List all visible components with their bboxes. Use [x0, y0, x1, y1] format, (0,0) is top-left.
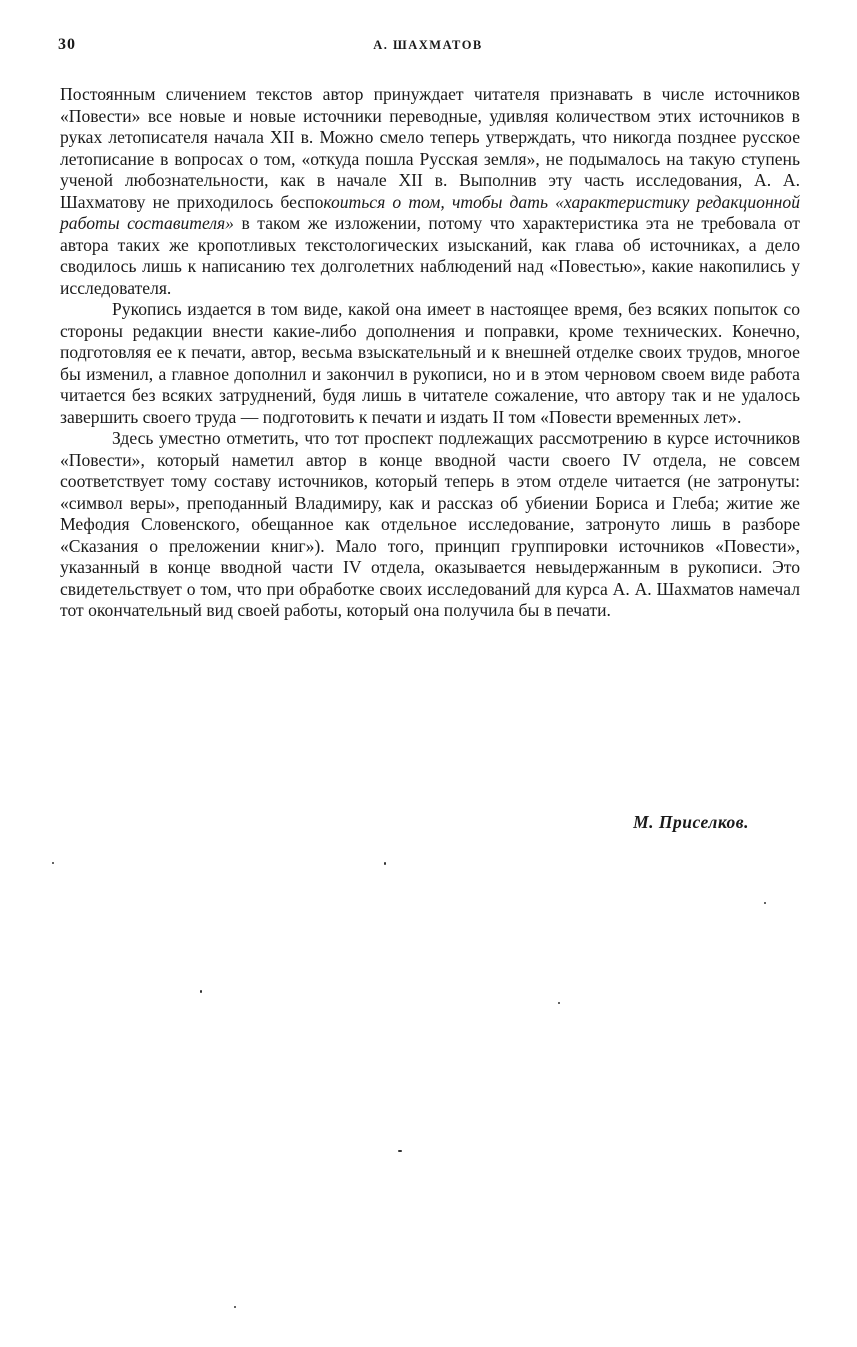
- scan-speck: [398, 1150, 402, 1152]
- running-title: А. ШАХМАТОВ: [373, 38, 483, 52]
- scan-speck: [558, 1002, 560, 1004]
- scan-speck: [384, 862, 386, 865]
- paragraph-1-end: в таком же изложении, потому что характеристика эта не требовала от автора таких же кропотливых текстологических изысканий, как глава об источниках, а дело сводилось лишь к написанию тех долголетних наблюдений над «Повестью», какие накопились у исследователя.: [60, 213, 800, 298]
- paragraph-1-start: Постоянным сличением текстов автор принуждает читателя признавать в числе источников «Повести» все новые и новые источники переводные, удивляя количеством этих источников в руках летописателя начала XII в. Можно смело теперь утверждать, что никогда позднее русское летописание в вопросах о том, «откуда пошла Русская земля», не подымалось на такую ступень ученой любознательности, как в начале XII в. Выполнив эту часть исследования, А. А. Шахматову не приходилось беспо: [60, 84, 800, 212]
- body-text: [60, 84, 800, 622]
- scan-speck: [52, 862, 54, 864]
- author-signature: М. Приселков.: [633, 812, 749, 832]
- scan-speck: [234, 1306, 236, 1308]
- paragraph-2: Рукопись издается в том виде, какой она имеет в настоящее время, без всяких попыток со стороны редакции внести какие-либо дополнения и поправки, кроме технических. Конечно, подготовляя ее к печати, автор, весьма взыскательный и к внешней отделке своих трудов, многое бы изменил, а главное дополнил и закончил в рукописи, но и в этом черновом своем виде работа читается без всяких затруднений, будя лишь в читателе сожаление, что автору так и не удалось завершить своего труда — подготовить к печати и издать II том «Повести временных лет».: [60, 299, 800, 427]
- page-number: 30: [58, 36, 76, 53]
- scan-speck: [764, 902, 766, 904]
- paragraph-3: Здесь уместно отметить, что тот проспект подлежащих рассмотрению в курсе источников «Повести», который наметил автор в конце вводной части своего IV отдела, не совсем соответствует тому составу источников, который теперь в этом отделе читается (не затронуты: «символ веры», преподанный Владимиру, как и рассказ об убиении Бориса и Глеба; житие же Мефодия Словенского, обещанное как отдельное исследование, затронуто лишь в разборе «Сказания о преложении книг»). Мало того, принцип группировки источников «Повести», указанный в конце вводной части IV отдела, оказывается невыдержанным в рукописи. Это свидетельствует о том, что при обработке своих исследований для курса А. А. Шахматов намечал тот окончательный вид своей работы, который она получила бы в печати.: [60, 428, 800, 620]
- page-header: [58, 36, 798, 58]
- scan-speck: [200, 990, 202, 993]
- paragraph-1-italic: коиться о том, чтобы дать «характеристику редакционной работы составителя»: [60, 191, 800, 233]
- paragraph-1: [60, 84, 800, 299]
